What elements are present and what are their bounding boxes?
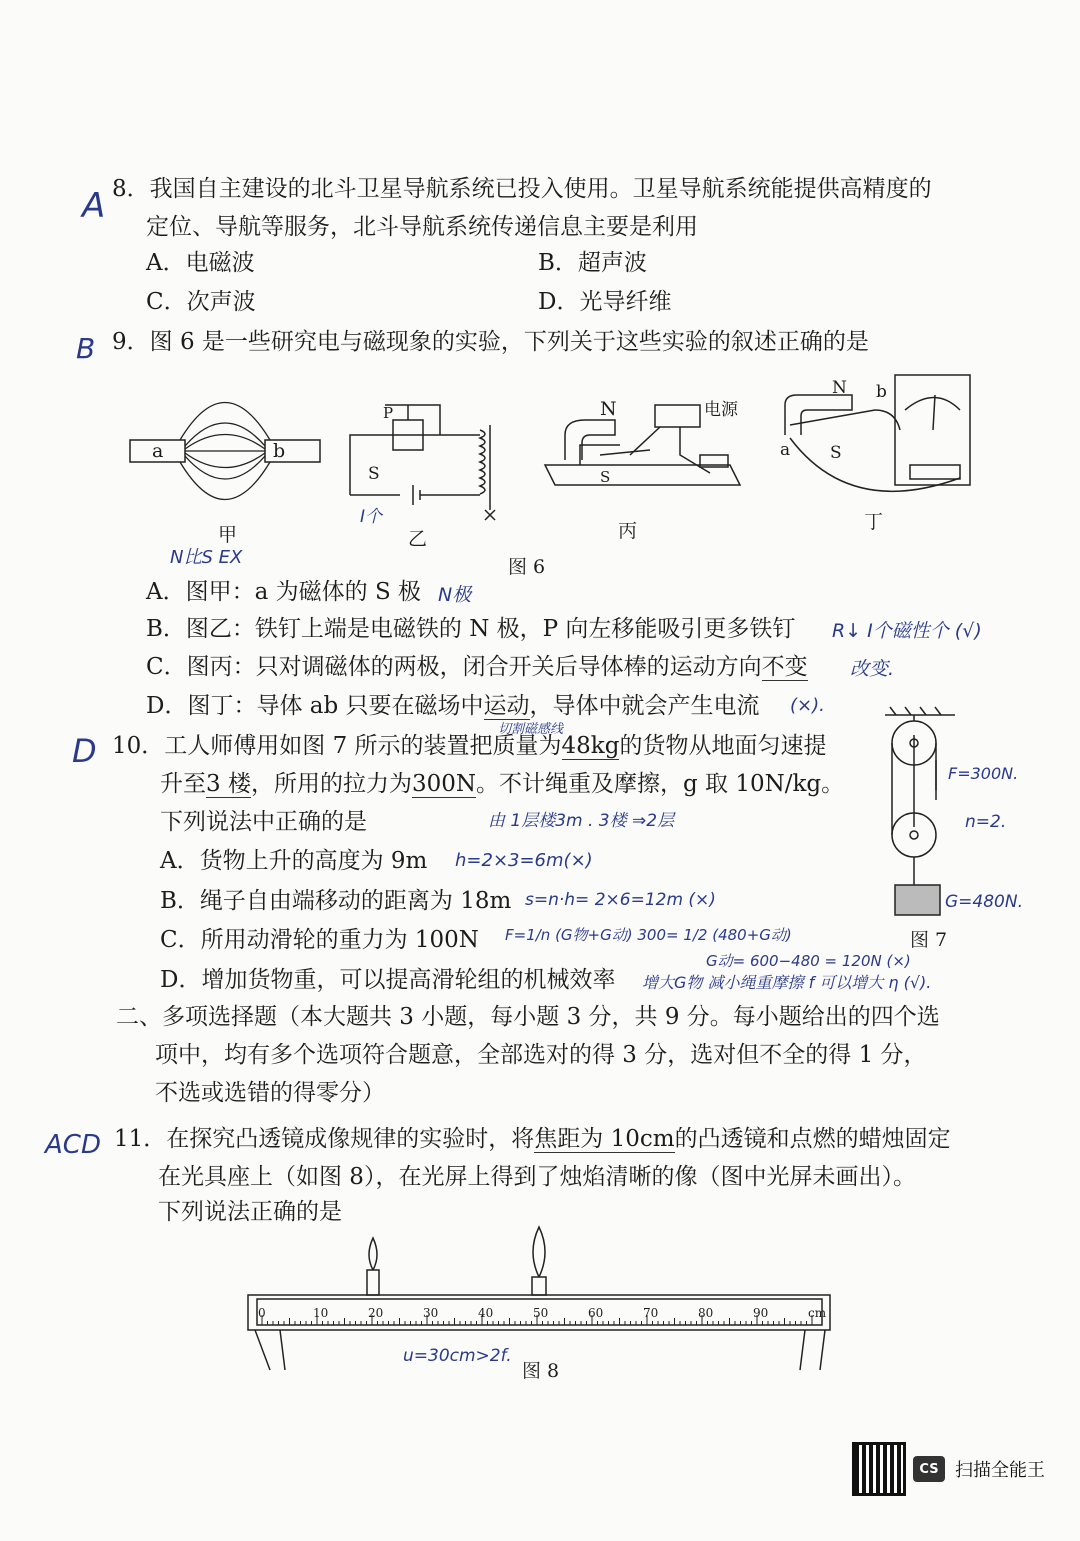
ruler-tick-label: 20 <box>368 1306 384 1320</box>
q9-option-d <box>146 691 760 721</box>
fig6-yi-label: 乙 <box>408 528 428 550</box>
q11-stem-line2: 在光具座上（如图 8），在光屏上得到了烛焰清晰的像（图中光屏未画出）。 <box>158 1164 916 1190</box>
fig6-jia-label: 甲 <box>218 524 238 546</box>
answer-mark-q9: B <box>76 332 96 365</box>
q9-option-c-note: 改变. <box>850 658 895 680</box>
q8-option-d: D．光导纤维 <box>538 289 672 315</box>
section2-header-line1: 二、多项选择题（本大题共 3 小题，每小题 3 分，共 9 分。每小题给出的四个选 <box>116 1004 940 1030</box>
fig6-label-b: b <box>273 440 286 462</box>
fig7-weight-note: G=480N. <box>945 892 1023 912</box>
q9-stem: 9．图 6 是一些研究电与磁现象的实验，下列关于这些实验的叙述正确的是 <box>112 329 869 355</box>
q10-option-a: A．货物上升的高度为 9m <box>160 848 428 874</box>
q10-option-c: C．所用动滑轮的重力为 100N <box>160 927 479 953</box>
q9-option-d-text: D．图丁：导体 ab 只要在磁场中 <box>146 693 484 719</box>
q9-option-c-underline: 不变 <box>761 654 808 680</box>
fig6-yi-note: I个 <box>360 507 383 527</box>
q9-option-b: B．图乙：铁钉上端是电磁铁的 N 极，P 向左移能吸引更多铁钉 <box>146 616 796 642</box>
q10-option-c-note: F=1/n (G物+G动) 300= 1/2 (480+G动) <box>505 926 792 944</box>
q9-option-b-note: R↓ I个磁性个 (√) <box>832 620 982 642</box>
scanner-brand: 扫描全能王 <box>955 1460 1045 1481</box>
q10-option-b-note: s=n·h= 2×6=12m (×) <box>525 890 716 910</box>
fig7-force-note: F=300N. <box>948 764 1019 783</box>
q10-force: 300N <box>411 771 476 797</box>
ruler-tick-label: 80 <box>698 1306 714 1320</box>
fig6-label-n-bing: N <box>600 398 617 420</box>
q10-floor: 3 楼 <box>206 771 251 797</box>
q10-stem-text5: 。不计绳重及摩擦，g 取 10N/kg。 <box>475 771 845 797</box>
fig6-label-a-ding: a <box>780 440 791 460</box>
q10-stem-note: 由 1层楼3m . 3楼 ⇒2层 <box>488 811 675 831</box>
q11-stem-line3: 下列说法正确的是 <box>158 1199 342 1225</box>
q11-stem-text2: 的凸透镜和点燃的蜡烛固定 <box>674 1126 951 1152</box>
fig8-note: u=30cm>2f. <box>403 1346 512 1366</box>
fig6-ding-label: 丁 <box>864 511 884 533</box>
answer-mark-q8: A <box>82 186 106 226</box>
scanner-footer <box>855 1445 1045 1493</box>
q10-stem-text3: 升至 <box>160 771 206 797</box>
q9-option-c <box>146 652 808 682</box>
fig6-label-n-ding: N <box>832 378 847 398</box>
q10-stem-line1 <box>112 731 826 761</box>
fig6-label-power: 电源 <box>704 400 738 420</box>
section2-header-line2: 项中，均有多个选项符合题意，全部选对的得 3 分，选对但不全的得 1 分， <box>155 1042 927 1068</box>
ruler-tick-label: 60 <box>588 1306 604 1320</box>
q10-stem-text1: 10．工人师傅用如图 7 所示的装置把质量为 <box>112 733 562 759</box>
q8-stem-line2: 定位、导航等服务，北斗导航系统传递信息主要是利用 <box>146 214 698 240</box>
ruler-tick-label: 0 <box>258 1306 266 1320</box>
fig6-label-p: P <box>383 404 394 422</box>
ruler-tick-label: 40 <box>478 1306 494 1320</box>
answer-mark-q10: D <box>72 732 97 770</box>
fig6-bing-label: 丙 <box>618 520 638 542</box>
figure-8-optical-bench <box>245 1225 835 1375</box>
ruler-tick-label: 50 <box>533 1306 549 1320</box>
ruler-tick-label: 90 <box>753 1306 769 1320</box>
ruler-tick-label: cm <box>808 1306 827 1320</box>
q8-option-c: C．次声波 <box>146 289 256 315</box>
fig7-n-note: n=2. <box>965 812 1007 832</box>
fig7-caption: 图 7 <box>910 929 948 951</box>
q10-mass: 48kg <box>561 733 620 759</box>
fig6-label-s-bing: S <box>600 468 611 486</box>
answer-mark-q11: ACD <box>45 1130 101 1160</box>
q11-stem-line1 <box>114 1124 951 1154</box>
q8-stem-line1: 8．我国自主建设的北斗卫星导航系统已投入使用。卫星导航系统能提供高精度的 <box>112 176 932 202</box>
q8-option-b: B．超声波 <box>538 250 647 276</box>
q9-option-d-note2: 切割磁感线 <box>498 722 564 737</box>
q11-stem-text1: 11．在探究凸透镜成像规律的实验时，将 <box>114 1126 535 1152</box>
figure-6-ding <box>775 370 975 505</box>
fig6-label-b-ding: b <box>876 382 887 402</box>
fig6-label-a: a <box>152 440 164 462</box>
q9-option-d-note: (×). <box>790 695 825 716</box>
q10-option-a-note: h=2×3=6m(×) <box>455 850 593 871</box>
figure-7-pulley <box>880 705 960 920</box>
q10-stem-line2 <box>160 769 844 799</box>
q10-stem-text4: ，所用的拉力为 <box>250 771 412 797</box>
q9-option-a-note: N极 <box>438 584 472 606</box>
fig6-jia-note: N比S EX <box>170 547 243 568</box>
qr-code-icon <box>855 1445 903 1493</box>
ruler-tick-label: 70 <box>643 1306 659 1320</box>
q10-option-b: B．绳子自由端移动的距离为 18m <box>160 888 512 914</box>
q10-stem-text2: 的货物从地面匀速提 <box>619 733 827 759</box>
q11-focal-length: 焦距为 10cm <box>534 1126 675 1152</box>
fig6-caption: 图 6 <box>508 556 546 578</box>
q8-option-a: A．电磁波 <box>146 250 255 276</box>
q10-option-d: D．增加货物重，可以提高滑轮组的机械效率 <box>160 967 616 993</box>
q9-option-d-text2: ，导体中就会产生电流 <box>529 693 760 719</box>
fig6-label-s-ding: S <box>830 443 842 463</box>
q10-stem-line3: 下列说法中正确的是 <box>160 809 367 835</box>
q9-option-d-underline: 运动 <box>483 693 530 719</box>
camscanner-logo-icon: CS <box>913 1456 945 1482</box>
section2-header-line3: 不选或选错的得零分） <box>155 1080 385 1106</box>
ruler-tick-label: 10 <box>313 1306 329 1320</box>
fig6-label-s-yi: S <box>368 464 380 484</box>
fig8-caption: 图 8 <box>522 1360 560 1382</box>
q9-option-c-text: C．图丙：只对调磁体的两极，闭合开关后导体棒的运动方向 <box>146 654 762 680</box>
ruler-tick-label: 30 <box>423 1306 439 1320</box>
q10-option-d-note: 增大G物 减小绳重摩擦 f 可以增大 η (√). <box>642 973 932 992</box>
q9-option-a: A．图甲：a 为磁体的 S 极 <box>146 579 422 605</box>
q10-option-c-note2: G动= 600−480 = 120N (×) <box>706 952 911 970</box>
